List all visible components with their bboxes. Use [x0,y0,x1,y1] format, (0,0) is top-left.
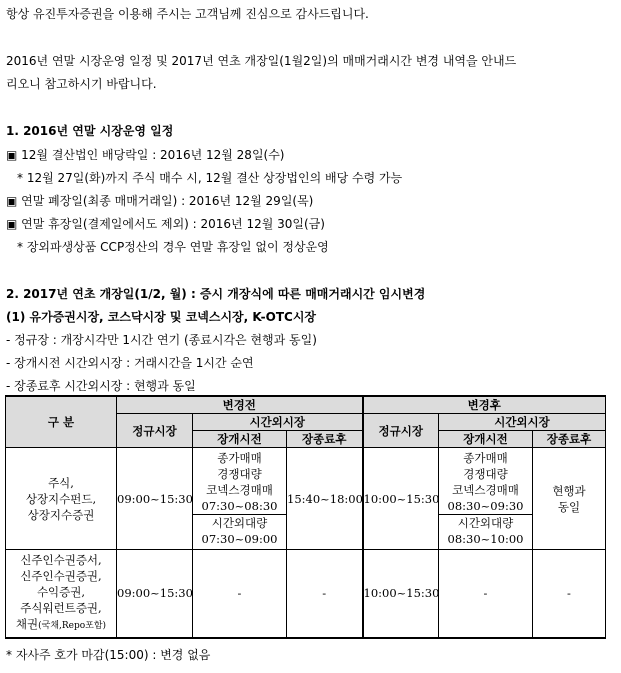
table-row [6,448,606,550]
section1-title: 1. 2016년 연말 시장운영 일정 [6,124,174,138]
row1-after-pre: 종가매매 경쟁대량 코넥스경매매 08:30~09:30 시간외대량 08:30~10:00 [439,448,533,550]
header-post-before: 장종료후 [287,431,363,448]
header-regular-after: 정규시장 [363,414,439,448]
header-after: 변경후 [363,396,606,414]
section1-item: ▣ 연말 휴장일(결제일에서도 제외) : 2016년 12월 30일(금) [6,217,325,231]
row2-before-post: - [287,550,363,638]
row1-before-pre: 종가매매 경쟁대량 코넥스경매매 07:30~08:30 시간외대량 07:30~09:00 [193,448,287,550]
row1-after-post: 현행과 동일 [533,448,606,550]
section2-subtitle: (1) 유가증권시장, 코스닥시장 및 코넥스시장, K-OTC시장 [6,310,317,324]
header-gubun: 구 분 [6,396,117,448]
row2-before-regular: 09:00~15:30 [117,550,193,638]
section1-note: * 12월 27일(화)까지 주식 매수 시, 12월 결산 상장법인의 배당 수령 가능 [17,171,403,185]
row1-label: 주식, 상장지수펀드, 상장지수증권 [6,448,117,550]
header-pre-after: 장개시전 [439,431,533,448]
section1-note: * 장외파생상품 CCP정산의 경우 연말 휴장일 없이 정상운영 [17,240,329,254]
intro-text: 항상 유진투자증권을 이용해 주시는 고객님께 진심으로 감사드립니다. [6,7,369,21]
section2-item: - 장개시전 시간외시장 : 거래시간을 1시간 순연 [6,356,254,370]
header-post-after: 장종료후 [533,431,606,448]
footnote: * 자사주 호가 마감(15:00) : 변경 없음 [6,648,211,662]
row2-after-regular: 10:00~15:30 [363,550,439,638]
para1-line2: 리오니 참고하시기 바랍니다. [6,77,157,91]
header-afterhours-after: 시간외시장 [439,414,606,431]
section2-item: - 장종료후 시간외시장 : 현행과 동일 [6,379,196,393]
header-pre-before: 장개시전 [193,431,287,448]
para1-line1: 2016년 연말 시장운영 일정 및 2017년 연초 개장일(1월2일)의 매매거래시간 변경 내역을 안내드 [6,54,517,68]
row2-after-post: - [533,550,606,638]
header-regular-before: 정규시장 [117,414,193,448]
header-afterhours-before: 시간외시장 [193,414,363,431]
section2-title: 2. 2017년 연초 개장일(1/2, 월) : 증시 개장식에 따른 매매거래시간 임시변경 [6,287,426,301]
row1-after-regular: 10:00~15:30 [363,448,439,550]
row1-before-regular: 09:00~15:30 [117,448,193,550]
table-row [6,550,606,638]
section1-item: ▣ 연말 폐장일(최종 매매거래일) : 2016년 12월 29일(목) [6,194,314,208]
row1-before-post: 15:40~18:00 [287,448,363,550]
row2-after-pre: - [439,550,533,638]
header-before: 변경전 [117,396,363,414]
row2-before-pre: - [193,550,287,638]
section1-item: ▣ 12월 결산법인 배당락일 : 2016년 12월 28일(수) [6,148,285,162]
trading-hours-table [5,395,606,639]
row2-label: 신주인수권증서, 신주인수권증권, 수익증권, 주식워런트증권, 채권(국채,Repo포함) [6,550,117,638]
section2-item: - 정규장 : 개장시각만 1시간 연기 (종료시각은 현행과 동일) [6,333,317,347]
